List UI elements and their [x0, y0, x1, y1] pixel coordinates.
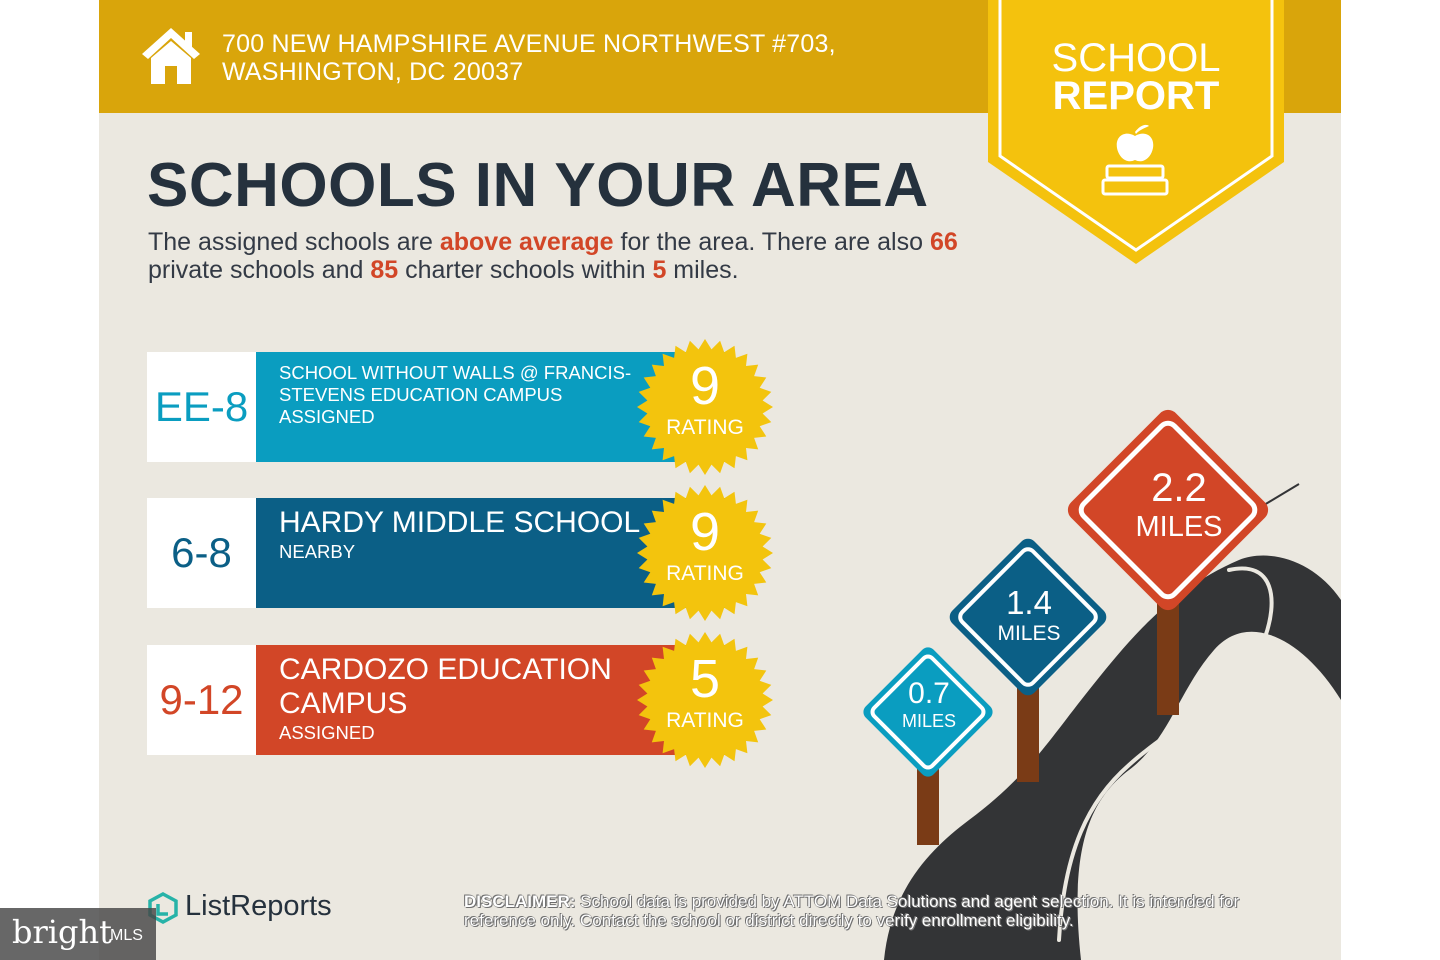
intro-text-4: charter schools within	[398, 256, 653, 284]
private-schools-count: 66	[929, 228, 958, 256]
distance-unit: MILES	[901, 711, 957, 731]
school-status: ASSIGNED	[279, 406, 375, 427]
rating-label: RATING	[666, 416, 744, 439]
school-status: ASSIGNED	[279, 722, 375, 743]
search-radius-miles: 5	[652, 256, 667, 284]
mls-wordmark: MLS	[110, 927, 143, 944]
road-distance-illustration	[839, 380, 1341, 960]
distance-unit: MILES	[997, 622, 1061, 645]
intro-text-1: The assigned schools are	[148, 228, 440, 256]
distance-unit: MILES	[1135, 511, 1223, 543]
rating-seal	[635, 630, 775, 770]
apple-books-icon	[1095, 120, 1175, 200]
intro-highlight-above-average: above average	[439, 228, 614, 256]
bright-mls-watermark	[0, 908, 156, 960]
property-address	[222, 30, 836, 86]
charter-schools-count: 85	[370, 256, 399, 284]
school-status: NEARBY	[279, 541, 356, 562]
badge-title-line-2: REPORT	[1052, 74, 1220, 118]
listreports-brand: ListReports	[185, 890, 332, 922]
rating-value: 9	[689, 356, 721, 416]
rating-seal	[635, 337, 775, 477]
rating-value: 9	[689, 502, 721, 562]
address-line-2: WASHINGTON, DC 20037	[222, 58, 524, 86]
grade-range: 9-12	[147, 645, 256, 755]
grade-range: EE-8	[147, 352, 256, 462]
house-icon	[140, 26, 202, 84]
disclaimer-text: School data is provided by ATTOM Data Solutions and agent selection. It is intended for reference only. Contact the school or district directly to verify enrollment eligibility.	[464, 892, 1240, 930]
rating-label: RATING	[666, 709, 744, 732]
school-name: SCHOOL WITHOUT WALLS @ FRANCIS-STEVENS EDUCATION CAMPUS	[279, 362, 632, 405]
disclaimer-label: DISCLAIMER:	[464, 892, 576, 911]
school-row	[147, 498, 787, 608]
distance-label-2-2	[1109, 466, 1249, 544]
page-title: SCHOOLS IN YOUR AREA	[147, 151, 929, 220]
school-report-card	[99, 0, 1341, 960]
badge-title-line-1: SCHOOL	[1051, 36, 1221, 80]
distance-value: 2.2	[1151, 466, 1207, 510]
distance-label-0-7	[879, 678, 979, 732]
school-name: CARDOZO EDUCATION CAMPUS	[279, 653, 612, 720]
intro-text-3: private schools and	[148, 256, 371, 284]
distance-value: 1.4	[1006, 584, 1052, 621]
distance-label-1-4	[969, 585, 1089, 647]
rating-seal	[635, 483, 775, 623]
intro-paragraph	[148, 228, 1008, 284]
intro-text-5: miles.	[666, 256, 739, 284]
address-line-1: 700 NEW HAMPSHIRE AVENUE NORTHWEST #703,	[222, 30, 836, 58]
rating-label: RATING	[666, 562, 744, 585]
disclaimer	[464, 892, 1279, 930]
distance-value: 0.7	[908, 677, 950, 710]
intro-text-2: for the area. There are also	[613, 228, 930, 256]
bright-wordmark: bright	[12, 913, 112, 951]
grade-range: 6-8	[147, 498, 256, 608]
school-row	[147, 645, 787, 755]
school-name: HARDY MIDDLE SCHOOL	[279, 506, 641, 539]
school-name-status	[279, 362, 639, 428]
school-row	[147, 352, 787, 462]
rating-value: 5	[689, 649, 721, 709]
